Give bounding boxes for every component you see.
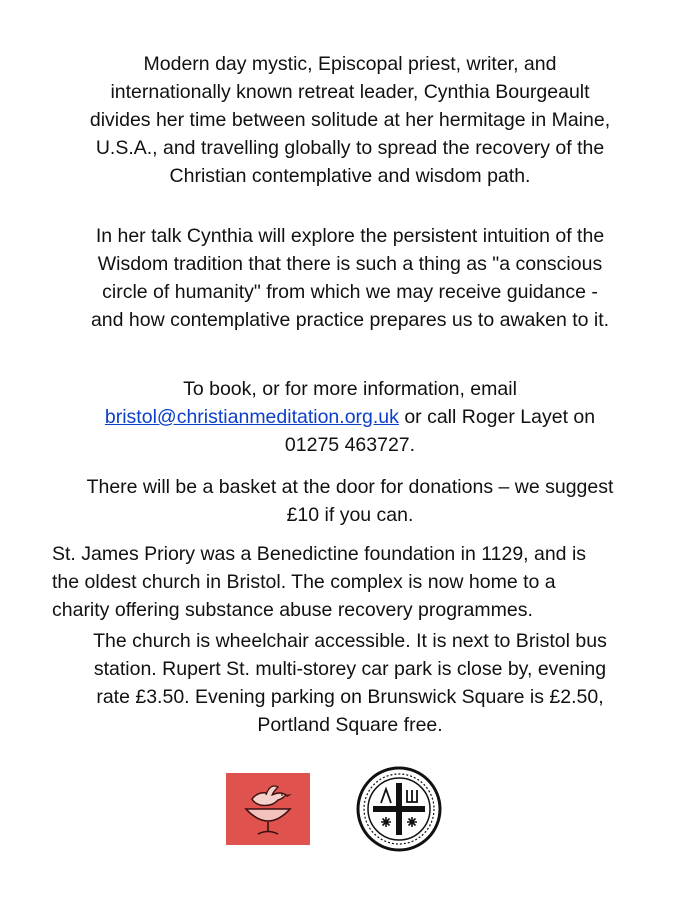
access-paragraph [40, 627, 660, 739]
talk-paragraph [40, 222, 660, 334]
intro-line: internationally known retreat leader, Cynthia Bourgeault [110, 81, 590, 103]
talk-line: In her talk Cynthia will explore the persistent intuition of the [95, 225, 605, 247]
talk-line: circle of humanity" from which we may receive guidance - [102, 281, 598, 303]
booking-line: To book, or for more information, email [183, 378, 517, 400]
cross-seal-logo [355, 765, 443, 853]
star-symbol-icon [381, 817, 391, 827]
donations-paragraph [40, 473, 660, 529]
booking-call-text: or call Roger Layet on [398, 406, 596, 428]
talk-line: Wisdom tradition that there is such a thing as "a conscious [97, 253, 603, 275]
talk-line: and how contemplative practice prepares us to awaken to it. [90, 309, 610, 331]
phone-number: 01275 463727. [284, 434, 416, 456]
donations-line: There will be a basket at the door for donations – we suggest [86, 476, 614, 498]
email-link[interactable]: bristol@christianmeditation.org.uk [104, 406, 399, 428]
bird-on-chalice-logo [226, 773, 310, 845]
access-line: station. Rupert St. multi-storey car park is close by, evening [93, 658, 607, 680]
intro-paragraph [40, 50, 660, 190]
priory-line: St. James Priory was a Benedictine foundation in 1129, and is [52, 543, 587, 565]
intro-line: Christian contemplative and wisdom path. [169, 165, 531, 187]
star-symbol-icon [407, 817, 417, 827]
booking-paragraph [40, 375, 660, 459]
priory-paragraph [52, 540, 662, 624]
intro-line: Modern day mystic, Episcopal priest, writer, and [143, 53, 557, 75]
intro-line: U.S.A., and travelling globally to spread the recovery of the [95, 137, 605, 159]
priory-line: charity offering substance abuse recovery programmes. [52, 599, 533, 621]
priory-line: the oldest church in Bristol. The complex is now home to a [52, 571, 556, 593]
booking-email-line [40, 403, 660, 431]
intro-line: divides her time between solitude at her hermitage in Maine, [89, 109, 611, 131]
access-line: rate £3.50. Evening parking on Brunswick Square is £2.50, [96, 686, 604, 708]
donations-line: £10 if you can. [286, 504, 414, 526]
access-line: Portland Square free. [257, 714, 443, 736]
access-line: The church is wheelchair accessible. It is next to Bristol bus [93, 630, 607, 652]
